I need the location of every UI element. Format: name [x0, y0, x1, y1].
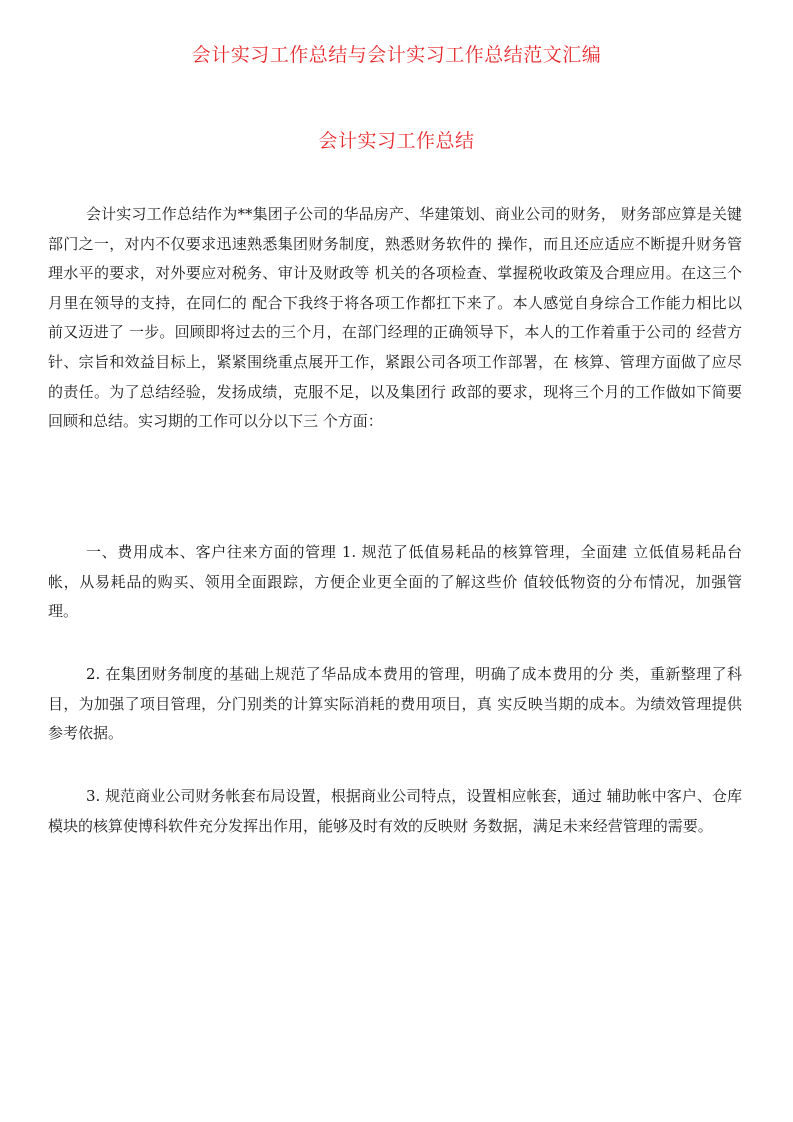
paragraph-cost-management: 一、费用成本、客户往来方面的管理 1. 规范了低值易耗品的核算管理，全面建 立低值易耗品台帐，从易耗品的购买、领用全面跟踪，方便企业更全面的了解这些价 值较低物资的分布情况，加强管理。 — [48, 543, 742, 621]
paragraph-cost-expense: 2. 在集团财务制度的基础上规范了华品成本费用的管理，明确了成本费用的分 类，重新整理了科目，为加强了项目管理，分门别类的计算实际消耗的费用项目，真 实反映当期的成本。为绩效管理提供参考依据。 — [48, 665, 742, 743]
paragraph-account-setup: 3. 规范商业公司财务帐套布局设置，根据商业公司特点，设置相应帐套，通过 辅助帐中客户、仓库模块的核算使博科软件充分发挥出作用，能够及时有效的反映财 务数据，满足未来经营管理的需要。 — [48, 787, 742, 835]
paragraph-intro: 会计实习工作总结作为**集团子公司的华品房产、华建策划、商业公司的财务， 财务部应算是关键部门之一，对内不仅要求迅速熟悉集团财务制度，熟悉财务软件的 操作，而且还应适应不断提升财务管理水平的要求，对外要应对税务、审计及财政等 机关的各项检查、掌握税收政策及合理应用。在这三个月里在领导的支持，在同仁的 配合下我终于将各项工作都扛下来了。本人感觉自身综合工作能力相比以前又迈进了 一步。回顾即将过去的三个月，在部门经理的正确领导下，本人的工作着重于公司的 经营方针、宗旨和效益目标上，紧紧围绕重点展开工作，紧跟公司各项工作部署，在 核算、管理方面做了应尽的责任。为了总结经验，发扬成绩，克服不足，以及集团行 政部的要求，现将三个月的工作做如下简要回顾和总结。实习期的工作可以分以下三 个方面： — [48, 205, 742, 431]
section-title: 会计实习工作总结 — [318, 130, 475, 152]
document-title: 会计实习工作总结与会计实习工作总结范文汇编 — [191, 44, 602, 66]
